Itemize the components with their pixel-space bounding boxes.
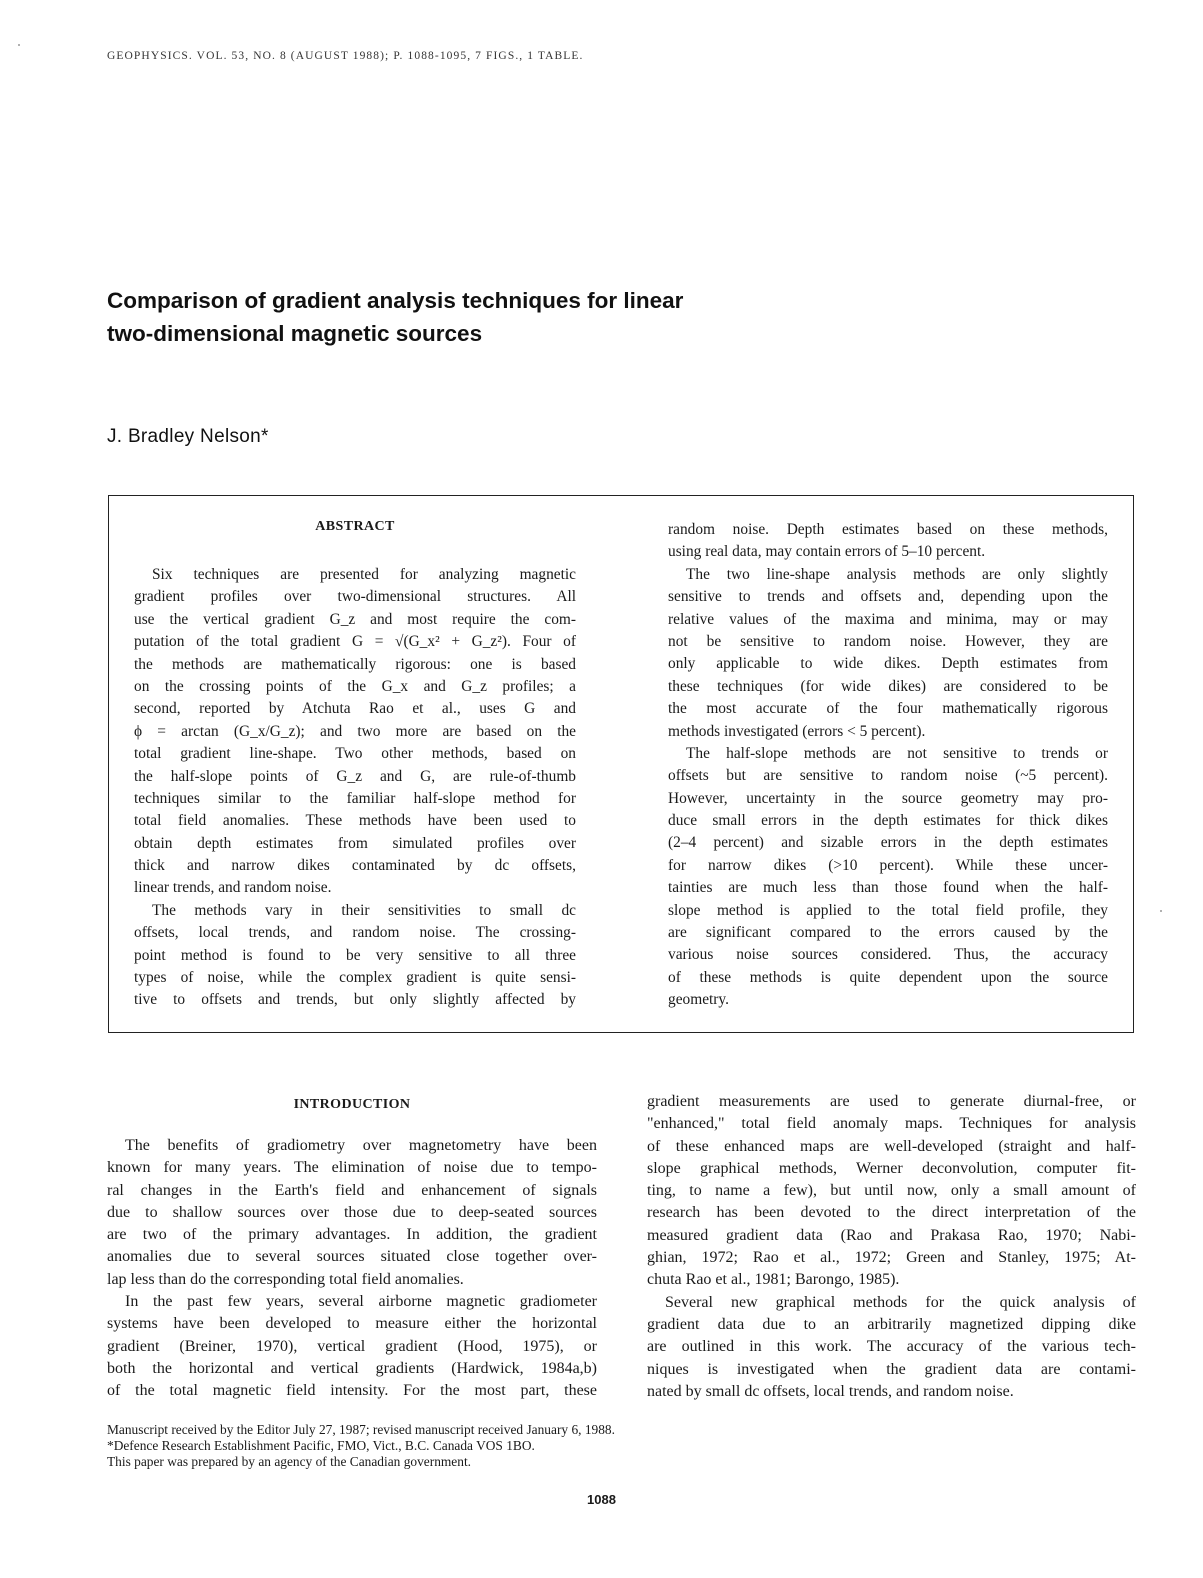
abstract-line: sensitive to trends and offsets and, depending upon the — [668, 588, 1108, 606]
abstract-line: only applicable to wide dikes. Depth estimates from — [668, 655, 1108, 673]
introduction-left-column — [107, 1135, 597, 1403]
title-line: two-dimensional magnetic sources — [107, 321, 483, 346]
body-line: due to shallow sources over those due to deep-seated sources — [107, 1203, 597, 1221]
abstract-line: point method is found to be very sensitive to all three — [134, 946, 576, 964]
abstract-line: offsets, local trends, and random noise. The crossing- — [134, 924, 576, 942]
abstract-line: random noise. Depth estimates based on these methods, — [668, 521, 1108, 538]
abstract-line: methods investigated (errors < 5 percent). — [668, 722, 926, 740]
abstract-line: total field anomalies. These methods have been used to — [134, 812, 576, 830]
body-line: Several new graphical methods for the quick analysis of — [665, 1293, 1136, 1311]
abstract-left-column — [134, 564, 576, 1012]
footnotes — [107, 1422, 807, 1470]
body-line: gradient data due to an arbitrarily magnetized dipping dike — [647, 1315, 1136, 1333]
paper-title — [107, 284, 867, 350]
abstract-line: (2–4 percent) and sizable errors in the depth estimates — [668, 834, 1108, 852]
abstract-line: The two line-shape analysis methods are only slightly — [686, 565, 1108, 583]
body-line: ghian, 1972; Rao et al., 1972; Green and Stanley, 1975; At- — [647, 1249, 1136, 1267]
body-line: are two of the primary advantages. In addition, the gradient — [107, 1226, 597, 1244]
abstract-line: the methods are mathematically rigorous: one is based — [134, 655, 576, 673]
introduction-right-column — [647, 1091, 1136, 1403]
body-line: ting, to name a few), but until now, only a small amount of — [647, 1182, 1136, 1200]
scan-speck — [18, 44, 20, 46]
abstract-line: using real data, may contain errors of 5–10 percent. — [668, 543, 986, 561]
abstract-line: types of noise, while the complex gradient is quite sensi- — [134, 969, 576, 987]
scan-speck — [1160, 910, 1162, 912]
body-line: niques is investigated when the gradient data are contami- — [647, 1360, 1136, 1378]
body-line: both the horizontal and vertical gradients (Hardwick, 1984a,b) — [107, 1359, 597, 1377]
abstract-line: tainties are much less than those found when the half- — [668, 879, 1108, 897]
abstract-line: The methods vary in their sensitivities to small dc — [152, 901, 576, 919]
body-line: lap less than do the corresponding total field anomalies. — [107, 1270, 464, 1288]
body-line: nated by small dc offsets, local trends, and random noise. — [647, 1382, 1014, 1400]
abstract-line: putation of the total gradient G = √(G_x² + G_z²). Four of — [134, 633, 576, 651]
journal-header: GEOPHYSICS. VOL. 53, NO. 8 (AUGUST 1988); P. 1088-1095, 7 FIGS., 1 TABLE. — [107, 50, 584, 62]
body-line: measured gradient data (Rao and Prakasa Rao, 1970; Nabi- — [647, 1226, 1136, 1244]
abstract-line: are significant compared to the errors caused by the — [668, 924, 1108, 942]
body-line: research has been devoted to the direct interpretation of the — [647, 1204, 1136, 1222]
abstract-line: total gradient line-shape. Two other methods, based on — [134, 745, 576, 763]
body-line: The benefits of gradiometry over magnetometry have been — [125, 1137, 597, 1154]
abstract-line: ϕ = arctan (G_x/G_z); and two more are based on the — [134, 722, 576, 740]
body-line: of these enhanced maps are well-developed (straight and half- — [647, 1137, 1136, 1155]
footnote: *Defence Research Establishment Pacific, FMO, Vict., B.C. Canada VOS 1BO. — [107, 1438, 535, 1453]
abstract-line: the most accurate of the four mathematically rigorous — [668, 700, 1108, 718]
abstract-line: various noise sources considered. Thus, the accuracy — [668, 946, 1108, 964]
body-line: gradient measurements are used to generate diurnal-free, or — [647, 1093, 1136, 1110]
abstract-line: slope method is applied to the total field profile, they — [668, 901, 1108, 919]
abstract-line: use the vertical gradient G_z and most require the com- — [134, 610, 576, 628]
abstract-heading: ABSTRACT — [315, 519, 395, 534]
abstract-line: for narrow dikes (>10 percent). While these uncer- — [668, 856, 1108, 874]
body-line: systems have been developed to measure either the horizontal — [107, 1315, 597, 1333]
body-line: anomalies due to several sources situated close together over- — [107, 1248, 597, 1266]
abstract-line: relative values of the maxima and minima, may or may — [668, 610, 1108, 628]
abstract-line: thick and narrow dikes contaminated by dc offsets, — [134, 857, 576, 875]
introduction-heading: INTRODUCTION — [293, 1097, 411, 1112]
page-number: 1088 — [587, 1492, 616, 1507]
body-line: known for many years. The elimination of noise due to tempo- — [107, 1159, 597, 1177]
abstract-line: tive to offsets and trends, but only slightly affected by — [134, 991, 576, 1009]
abstract-line: on the crossing points of the G_x and G_z profiles; a — [134, 677, 576, 695]
body-line: ral changes in the Earth's field and enhancement of signals — [107, 1181, 597, 1199]
abstract-line: geometry. — [668, 991, 729, 1009]
abstract-line: these techniques (for wide dikes) are considered to be — [668, 677, 1108, 695]
abstract-line: However, uncertainty in the source geometry may pro- — [668, 789, 1108, 807]
abstract-line: The half-slope methods are not sensitive to trends or — [686, 744, 1108, 762]
abstract-line: gradient profiles over two-dimensional structures. All — [134, 588, 576, 606]
body-line: chuta Rao et al., 1981; Barongo, 1985). — [647, 1271, 900, 1289]
body-line: "enhanced," total field anomaly maps. Techniques for analysis — [647, 1115, 1136, 1133]
abstract-right-column — [668, 519, 1108, 1012]
title-line: Comparison of gradient analysis techniques for linear — [107, 288, 684, 313]
abstract-line: techniques similar to the familiar half-slope method for — [134, 789, 576, 807]
body-line: gradient (Breiner, 1970), vertical gradient (Hood, 1975), or — [107, 1337, 597, 1355]
body-line: are outlined in this work. The accuracy of the various tech- — [647, 1338, 1136, 1356]
abstract-line: of these methods is quite dependent upon the source — [668, 968, 1108, 986]
abstract-line: the half-slope points of G_z and G, are rule-of-thumb — [134, 767, 576, 785]
author-name: J. Bradley Nelson* — [107, 426, 269, 447]
abstract-line: linear trends, and random noise. — [134, 879, 332, 897]
body-line: In the past few years, several airborne magnetic gradiometer — [125, 1293, 597, 1311]
footnote: Manuscript received by the Editor July 27, 1987; revised manuscript received January 6, 1988. — [107, 1422, 615, 1437]
body-line: of the total magnetic field intensity. For the most part, these — [107, 1382, 597, 1400]
abstract-line: not be sensitive to random noise. However, they are — [668, 632, 1108, 650]
footnote: This paper was prepared by an agency of the Canadian government. — [107, 1454, 472, 1469]
abstract-line: obtain depth estimates from simulated profiles over — [134, 834, 576, 852]
body-line: slope graphical methods, Werner deconvolution, computer fit- — [647, 1159, 1136, 1177]
abstract-line: Six techniques are presented for analyzing magnetic — [152, 566, 576, 583]
abstract-line: second, reported by Atchuta Rao et al., uses G and — [134, 700, 576, 718]
abstract-line: offsets but are sensitive to random noise (~5 percent). — [668, 767, 1108, 785]
abstract-line: duce small errors in the depth estimates for thick dikes — [668, 812, 1108, 830]
